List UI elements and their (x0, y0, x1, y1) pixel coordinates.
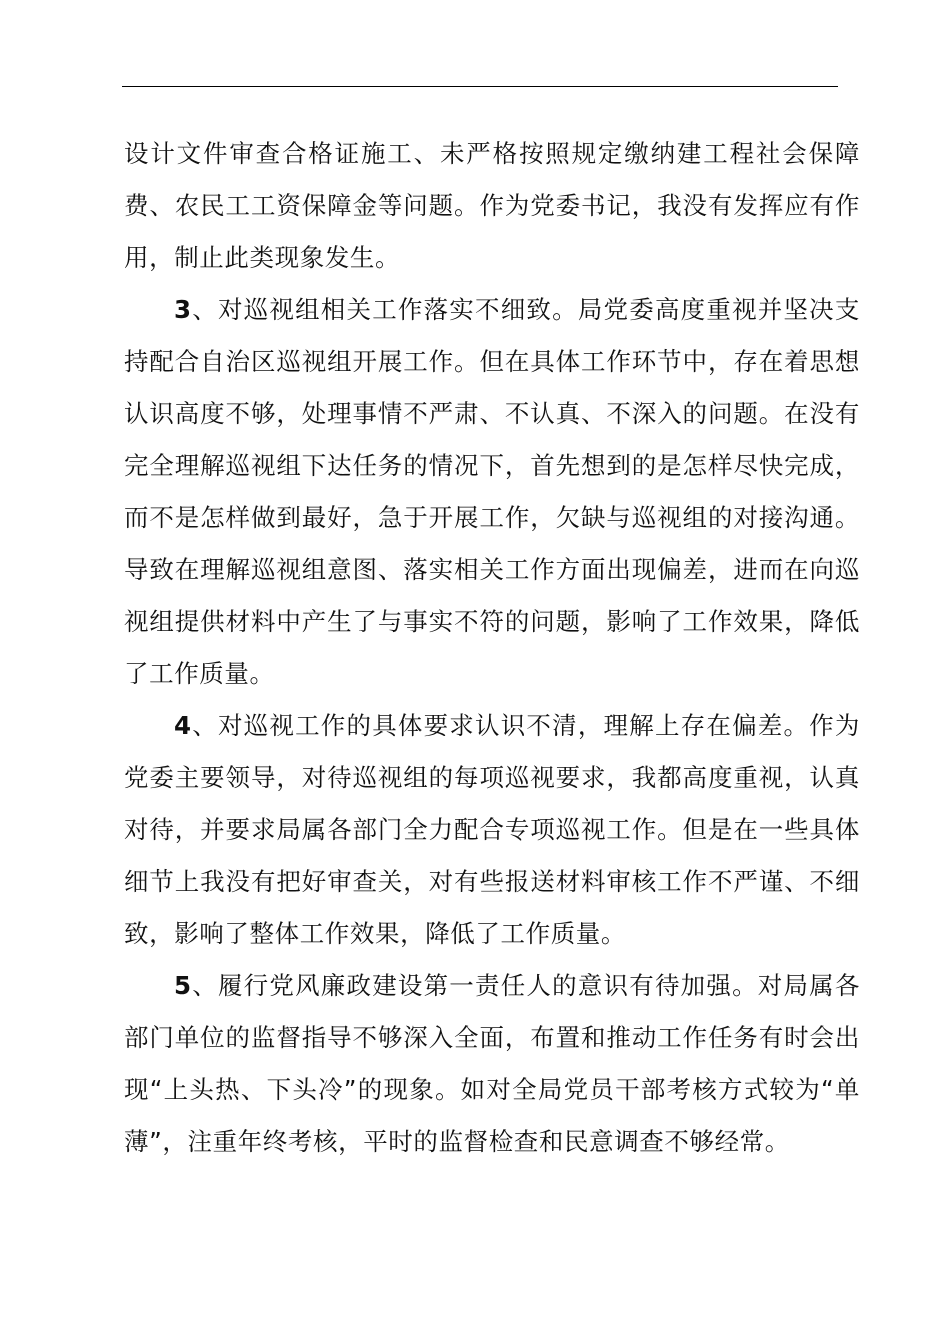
paragraph-text: 、履行党风廉政建设第一责任人的意识有待加强。对局属各部门单位的监督指导不够深入全面，布置和推动工作任务有时会出现“上头热、下头冷”的现象。如对全局党员干部考核方式较为“单薄”，注重年终考核，平时的监督检查和民意调查不够经常。 (124, 971, 860, 1156)
header-rule (122, 86, 838, 87)
document-body (124, 128, 860, 1168)
paragraph-text: 、对巡视组相关工作落实不细致。局党委高度重视并坚决支持配合自治区巡视组开展工作。但在具体工作环节中，存在着思想认识高度不够，处理事情不严肃、不认真、不深入的问题。在没有完全理解巡视组下达任务的情况下，首先想到的是怎样尽快完成，而不是怎样做到最好，急于开展工作，欠缺与巡视组的对接沟通。导致在理解巡视组意图、落实相关工作方面出现偏差，进而在向巡视组提供材料中产生了与事实不符的问题，影响了工作效果，降低了工作质量。 (124, 295, 860, 688)
paragraph-continuation (124, 128, 860, 284)
item-number: 3 (174, 295, 192, 324)
paragraph-item-5 (124, 960, 860, 1168)
item-number: 5 (174, 971, 192, 1000)
item-number: 4 (174, 711, 192, 740)
paragraph-item-4 (124, 700, 860, 960)
paragraph-text: 、对巡视工作的具体要求认识不清，理解上存在偏差。作为党委主要领导，对待巡视组的每项巡视要求，我都高度重视，认真对待，并要求局属各部门全力配合专项巡视工作。但是在一些具体细节上我没有把好审查关，对有些报送材料审核工作不严谨、不细致，影响了整体工作效果，降低了工作质量。 (124, 711, 860, 948)
paragraph-text: 设计文件审查合格证施工、未严格按照规定缴纳建工程社会保障费、农民工工资保障金等问题。作为党委书记，我没有发挥应有作用，制止此类现象发生。 (124, 139, 860, 272)
paragraph-item-3 (124, 284, 860, 700)
